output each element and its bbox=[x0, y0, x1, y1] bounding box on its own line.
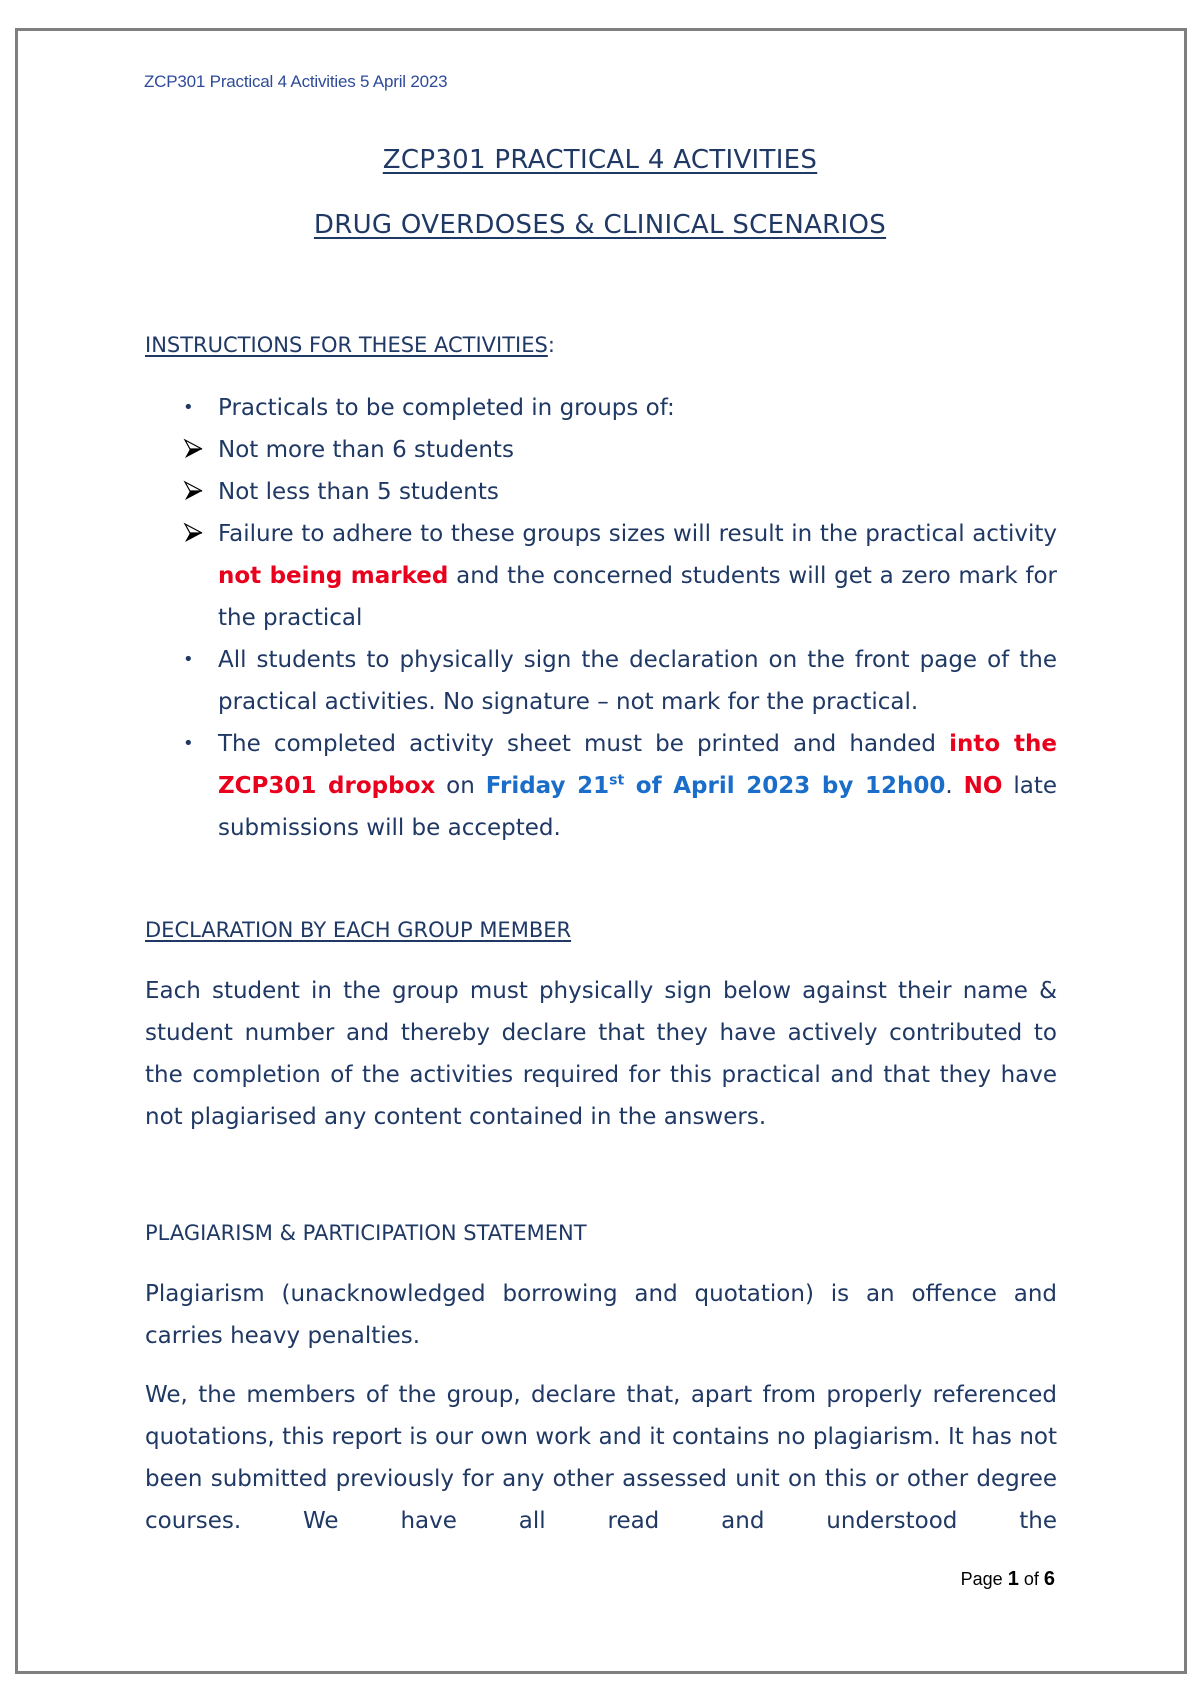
running-header: ZCP301 Practical 4 Activities 5 April 2023 bbox=[144, 72, 448, 91]
failure-text-pre: Failure to adhere to these groups sizes will result in the practical activity bbox=[218, 521, 1057, 547]
instructions-heading-colon: : bbox=[547, 333, 555, 357]
sub-item-min-text: Not less than 5 students bbox=[218, 479, 499, 505]
no-late-emphasis: NO bbox=[963, 773, 1003, 799]
instruction-group-size-text: Practicals to be completed in groups of: bbox=[218, 395, 675, 421]
deadline-rest: of April 2023 by 12h00 bbox=[624, 773, 946, 799]
submission-text-pre: The completed activity sheet must be printed and handed bbox=[218, 731, 950, 757]
bullet-icon: • bbox=[183, 397, 194, 418]
plagiarism-paragraph-2: We, the members of the group, declare that, apart from properly referenced quotations, this report is our own work and it contains no plagiarism. It has not been submitted previously for any other assessed unit on this or other degree courses. We have all read and understood the bbox=[145, 1382, 1057, 1534]
sub-item-max-text: Not more than 6 students bbox=[218, 437, 514, 463]
instructions-heading-text: INSTRUCTIONS FOR THESE ACTIVITIES bbox=[145, 333, 548, 357]
deadline-ordinal: st bbox=[609, 772, 625, 789]
arrowhead-icon bbox=[182, 480, 204, 502]
submission-text-mid: on bbox=[435, 773, 486, 799]
bullet-icon: • bbox=[183, 649, 194, 670]
deadline-day: Friday 21 bbox=[485, 773, 610, 799]
arrowhead-icon bbox=[182, 438, 204, 460]
document-subtitle: DRUG OVERDOSES & CLINICAL SCENARIOS bbox=[313, 210, 887, 240]
declaration-paragraph: Each student in the group must physically sign below against their name & student number and thereby declare that they have actively contributed to the completion of the activities required for this practical and that they have not plagiarised any content contained in the answers. bbox=[145, 978, 1057, 1130]
page-label: Page bbox=[960, 1569, 1003, 1589]
failure-text-post: and the concerned students will get a zero mark for the practical bbox=[218, 563, 1057, 631]
sub-item-failure bbox=[145, 513, 1057, 639]
page-of-label: of bbox=[1023, 1569, 1039, 1589]
dropbox-emphasis: into the ZCP301 dropbox bbox=[218, 731, 1057, 799]
arrowhead-icon bbox=[182, 522, 204, 544]
instruction-item-signature bbox=[145, 639, 1057, 723]
page-number bbox=[961, 1568, 1055, 1591]
not-being-marked-emphasis: not being marked bbox=[218, 563, 449, 589]
sub-item-min bbox=[145, 471, 1057, 513]
submission-dot: . bbox=[945, 773, 964, 799]
group-size-sublist bbox=[145, 429, 1057, 639]
deadline-emphasis bbox=[486, 773, 946, 799]
instructions-list bbox=[145, 387, 1057, 849]
plagiarism-paragraph-1: Plagiarism (unacknowledged borrowing and quotation) is an offence and carries heavy penalties. bbox=[145, 1281, 1057, 1349]
page-total: 6 bbox=[1043, 1568, 1055, 1590]
plagiarism-heading: PLAGIARISM & PARTICIPATION STATEMENT bbox=[145, 1221, 587, 1245]
instruction-item-submission bbox=[145, 723, 1057, 849]
instruction-signature-text: All students to physically sign the declaration on the front page of the practical activities. No signature – not mark for the practical. bbox=[218, 647, 1057, 715]
document-title: ZCP301 PRACTICAL 4 ACTIVITIES bbox=[382, 145, 818, 175]
sub-item-max bbox=[145, 429, 1057, 471]
instructions-heading bbox=[145, 333, 555, 357]
page-current: 1 bbox=[1007, 1568, 1019, 1590]
declaration-heading bbox=[145, 918, 571, 942]
bullet-icon: • bbox=[183, 733, 194, 754]
submission-text-post: late submissions will be accepted. bbox=[218, 773, 1057, 841]
instruction-item-group-size bbox=[145, 387, 1057, 429]
declaration-heading-text: DECLARATION BY EACH GROUP MEMBER bbox=[145, 918, 572, 942]
